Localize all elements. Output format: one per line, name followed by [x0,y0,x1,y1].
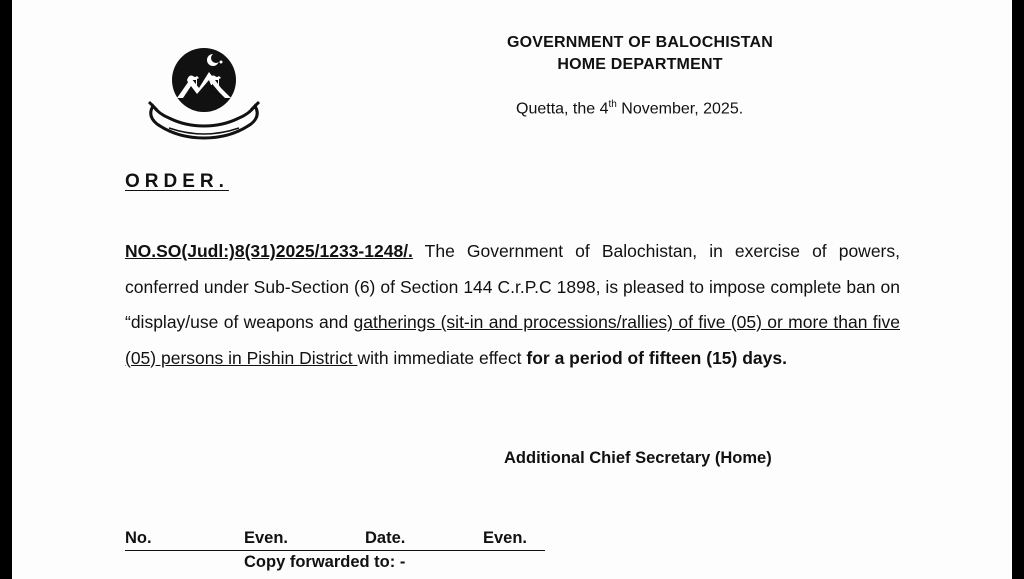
department-header [480,32,800,76]
header-government: GOVERNMENT OF BALOCHISTAN [506,34,774,51]
body-text-2: with immediate effect [357,347,527,368]
date-prefix: Quetta, the 4 [516,100,609,118]
date-rest: November, 2025. [616,100,744,118]
balochistan-emblem-icon [139,36,269,144]
endorsement-even-2: Even. [483,529,528,547]
date-suffix: th [608,99,617,110]
endorsement-even-1: Even. [244,529,289,547]
endorsement-no: No. [125,529,152,547]
order-date [516,99,743,118]
order-reference-number: NO.SO(Judl:)8(31)2025/1233-1248/. [125,241,413,261]
header-department: HOME DEPARTMENT [557,56,723,73]
endorsement-date: Date. [365,529,406,547]
body-underlined-text: gatherings (sit-in and processions/rallies) of five (05) or more than five (05) persons in Pishin District [125,312,900,368]
body-text-1: The Government of Balochistan, in exercise of powers, conferred under Sub-Section (6) of Section 144 C.r.P.C 1898, is pleased to impose complete ban on “display/use of weapons and [125,241,900,332]
endorsement-line [125,526,545,551]
order-title: ORDER. [125,171,229,192]
order-body [125,234,900,376]
document-page [12,0,1012,579]
signatory-title: Additional Chief Secretary (Home) [504,449,772,467]
copy-forwarded-to: Copy forwarded to: - [244,553,406,571]
body-bold-period: for a period of fifteen (15) days. [526,347,787,368]
